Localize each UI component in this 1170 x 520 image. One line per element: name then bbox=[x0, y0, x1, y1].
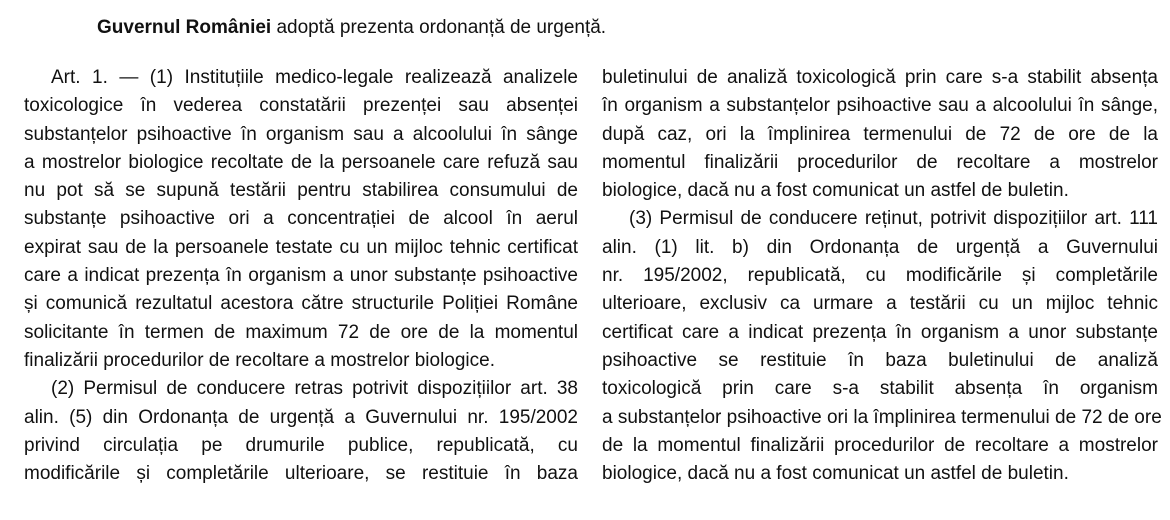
text-line: Art. 1. — (1) Instituțiile medico-legale realizează analizele bbox=[51, 67, 578, 88]
left-column bbox=[24, 64, 578, 488]
adoption-text: adoptă prezenta ordonanță de urgență. bbox=[271, 17, 607, 38]
text-line: care a indicat prezența în organism a unor substanțe psihoactive bbox=[24, 265, 578, 287]
text-line: momentul finalizării procedurilor de recoltare a mostrelor bbox=[602, 151, 1158, 173]
text-line: și comunică rezultatul acestora către structurile Poliției Române bbox=[24, 293, 578, 315]
right-column bbox=[602, 64, 1162, 488]
text-line: alin. (5) din Ordonanța de urgență a Guvernului nr. 195/2002 bbox=[24, 406, 578, 428]
text-line: (2) Permisul de conducere retras potrivit dispozițiilor art. 38 bbox=[51, 378, 578, 400]
text-line: de la momentul finalizării procedurilor de recoltare a mostrelor bbox=[602, 434, 1158, 456]
text-line: după caz, ori la împlinirea termenului de 72 de ore de la bbox=[602, 123, 1158, 145]
text-line: privind circulația pe drumurile publice, republicată, cu bbox=[24, 434, 578, 456]
text-line: toxicologică prin care s-a stabilit absența în organism bbox=[602, 378, 1158, 400]
issuer-name: Guvernul României bbox=[97, 17, 272, 38]
text-line: biologice, dacă nu a fost comunicat un astfel de buletin. bbox=[602, 180, 1069, 202]
text-line: a mostrelor biologice recoltate de la persoanele care refuză sau bbox=[24, 151, 578, 173]
text-line: modificările și completările ulterioare, se restituie în baza bbox=[24, 463, 578, 485]
text-line: psihoactive se restituie în baza buletinului de analiză bbox=[602, 349, 1158, 371]
text-line: biologice, dacă nu a fost comunicat un astfel de buletin. bbox=[602, 463, 1069, 485]
adoption-statement bbox=[97, 14, 606, 42]
text-line: substanțe psihoactive ori a concentrației de alcool în aerul bbox=[24, 208, 578, 230]
text-line: finalizării procedurilor de recoltare a mostrelor biologice. bbox=[24, 349, 495, 371]
text-line: toxicologice în vederea constatării prezenței sau absenței bbox=[24, 95, 578, 117]
text-line: substanțelor psihoactive în organism sau a alcoolului în sânge bbox=[24, 123, 578, 145]
text-line: a substanțelor psihoactive ori la împlinirea termenului de 72 de ore bbox=[602, 406, 1162, 428]
text-line: certificat care a indicat prezența în organism a unor substanțe bbox=[602, 321, 1158, 343]
text-line: expirat sau de la persoanele testate cu un mijloc tehnic certificat bbox=[24, 236, 578, 258]
text-line: (3) Permisul de conducere reținut, potrivit dispozițiilor art. 111 bbox=[629, 208, 1158, 230]
text-line: ulterioare, exclusiv ca urmare a testării cu un mijloc tehnic bbox=[602, 293, 1158, 315]
text-line: în organism a substanțelor psihoactive sau a alcoolului în sânge, bbox=[602, 95, 1158, 117]
text-line: solicitante în termen de maximum 72 de ore de la momentul bbox=[24, 321, 578, 343]
text-line: alin. (1) lit. b) din Ordonanța de urgență a Guvernului bbox=[602, 236, 1158, 258]
text-line: nu pot să se supună testării pentru stabilirea consumului de bbox=[24, 180, 578, 202]
text-line: buletinului de analiză toxicologică prin care s-a stabilit absența bbox=[602, 67, 1158, 88]
text-line: nr. 195/2002, republicată, cu modificările și completările bbox=[602, 265, 1158, 287]
